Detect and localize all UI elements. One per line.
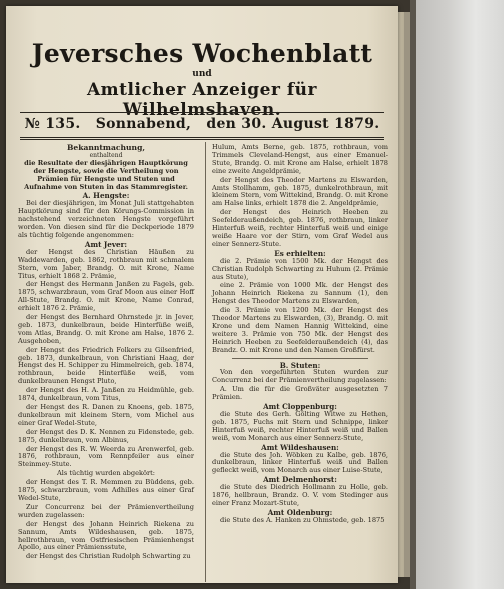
book-binding	[410, 0, 504, 589]
paragraph: der Hengst des Theodor Martens zu Elswarden, Amts Stollhamm, geb. 1875, dunkelrothbraun, mit kleinem Stern, vom Wittekind, Brandg. O. mit Krone am Halse links, erhielt 1878 die 2. Angeldprämie,	[212, 175, 388, 208]
masthead	[6, 40, 398, 120]
right-column	[212, 144, 388, 526]
paragraph: der Hengst des R. W. Weerda zu Arenwerfel, geb. 1876, rothbraun, vom Rennpfeiler aus einer Steinmey-Stute.	[18, 444, 194, 469]
issue-line	[6, 116, 398, 132]
paragraph: der Hengst des T. R. Memmen zu Büddens, geb. 1875, schwarzbraun, vom Adhilles aus einer Graf Wedel-Stute,	[18, 478, 194, 502]
district-jever: Amt Jever:	[84, 239, 128, 249]
paragraph: die Stute des Gerh. Gölting Witwe zu Hethen, geb. 1875, Fuchs mit Stern und Schnippe, linker Hinterfuß weiß, rechter Hinterfuß weiß und Ballen weiß, vom Monarch aus einer Sennerz-Stute,	[212, 410, 388, 442]
newspaper-title: Jeversches Wochenblatt	[31, 39, 373, 68]
page-stack-edge	[398, 12, 404, 577]
announcement-heading: Bekanntmachung,	[66, 143, 146, 152]
binding-gutter	[410, 0, 416, 589]
paragraph: Zur Concurrenz bei der Prämienvertheilung wurden zugelassen:	[18, 502, 194, 519]
page-stack-edge	[404, 12, 410, 577]
paragraph: die Stute des Joh. Wöbken zu Kalbe, geb. 1876, dunkelbraun, linker Hinterfuß weiß und Ballen gefleckt weiß, vom Monarch aus einer Luise-Stute,	[212, 450, 388, 475]
masthead-rule-top	[20, 112, 384, 113]
paragraph: der Hengst des Friedrich Folkers zu Gilsenfried, geb. 1873, dunkelbraun, von Christiani Haag, der Hengst des H. Schipper zu Himmelreich, geb. 1874, rothbraun, beide Hinterfüße weiß, vom dunkelbraunen Hengst Pluto,	[18, 345, 194, 386]
district-cloppenburg: Amt Cloppenburg:	[263, 402, 337, 412]
paragraph: die Stute des Diedrich Hollmann zu Holle, geb. 1876, hellbraun, Brandz. O. V. vom Stedinger aus einer Franz Mozart-Stute,	[212, 483, 388, 507]
paragraph: Als tüchtig wurden abgekört:	[56, 469, 156, 478]
paragraph: die 3. Prämie von 1200 Mk. der Hengst des Theodor Martens zu Elswarden, (3), Brandg. O. mit Krone und dem Namen Hannig Wittekind, eine weitere 3. Prämie von 750 Mk. der Hengst des Heinrich Heeben zu Seefelderaußendeich (4), das Brandz. O. mit Krone und den Namen Großfürst.	[212, 306, 388, 354]
paragraph: der Hengst des Hermann Janßen zu Fagels, geb. 1875, schwarzbraun, vom Graf Moon aus einer Hoff All-Stute, Brandg. O. mit Krone, Name Conrad, erhielt 1876 2. Prämie,	[18, 280, 194, 313]
paragraph: Hulum, Amts Berne, geb. 1875, rothbraun, vom Trimmels Cleveland-Hengst, aus einer Emanuel-Stute, Brandg. O. mit Krone am Halse, erhielt 1878 eine zweite Angeldprämie,	[212, 143, 388, 175]
section-hengste: A. Hengste:	[82, 191, 130, 201]
announcement-subheading: enthaltend	[89, 151, 123, 159]
issue-weekday: Sonnabend,	[95, 116, 192, 132]
issue-date: den 30. August 1879.	[206, 116, 380, 132]
paragraph: der Hengst des D. K. Nennen zu Fidenstede, geb. 1875, dunkelbraun, vom Albinus,	[18, 427, 194, 444]
paragraph: der Hengst des H. A. Janßen zu Heidmühle, geb. 1874, dunkelbraun, vom Titus,	[18, 386, 194, 403]
paragraph: A. Um die für die Großväter ausgesetzten 7 Prämien.	[212, 385, 388, 402]
paragraph: der Hengst des R. Danen zu Knoens, geb. 1875, dunkelbraun mit kleinem Stern, vom Michel aus einer Graf Wedel-Stute,	[18, 403, 194, 427]
district-wildeshausen: Amt Wildeshausen:	[261, 442, 339, 452]
section-stuten: B. Stuten:	[279, 360, 321, 370]
paragraph: der Hengst des Bernhard Ohrnstede jr. in Jever, geb. 1873, dunkelbraun, beide Hinterfüße weiß, vom Atlas, Brandg. O. mit Krone am Halse, 1876 2. Ausgehoben,	[18, 313, 194, 345]
masthead-rule-double	[20, 139, 384, 140]
paragraph: der Hengst des Johann Heinrich Riekena zu Sannum, Amts Wildeshausen, geb. 1875, hellrothbraun, vom Ostfriesischen Prämienhengst Apollo, aus einer Prämiensstute,	[18, 519, 194, 552]
left-column	[18, 144, 194, 562]
masthead-rule-bottom	[20, 137, 384, 138]
subheading: Es erhielten:	[274, 248, 326, 258]
paragraph: die Stute des A. Hanken zu Ohmstede, geb. 1875	[220, 515, 385, 524]
paragraph: der Hengst des Christian Rudolph Schwarting zu	[26, 552, 191, 561]
issue-number: № 135.	[24, 116, 81, 132]
paragraph: der Hengst des Christian Häußen zu Waddewarden, geb. 1862, rothbraun mit schmalem Stern, vom Jaber, Brandg. O. mit Krone, Name Titus, erhielt 1868 2. Prämie,	[18, 247, 194, 280]
paragraph: Von den vorgeführten Stuten wurden zur Concurrenz bei der Prämienvertheilung zugelassen:	[212, 368, 388, 385]
newspaper-subtitle: Amtlicher Anzeiger für Wilhelmshaven.	[86, 80, 318, 120]
paragraph: Bei der diesjährigen, im Monat Juli stattgehabten Hauptkörung sind für den Körungs-Commission in nachstehend verzeichneten Hengste vorgeführt worden. Von diesen sind für die Deckperiode 1879 als tüchtig folgende angenommen:	[18, 199, 194, 239]
announcement-intro: die Resultate der diesjährigen Hauptkörung der Hengste, sowie die Vertheilung von Prämien für Hengste und Stuten und Aufnahme von Stuten in das Stammregister.	[24, 158, 188, 191]
paragraph: eine 2. Prämie von 1000 Mk. der Hengst des Johann Heinrich Riekena zu Sannum (1), den Hengst des Theodor Martens zu Elswarden,	[212, 281, 388, 306]
district-oldenburg: Amt Oldenburg:	[267, 507, 333, 517]
paragraph: die 2. Prämie von 1500 Mk. der Hengst des Christian Rudolph Schwarting zu Huhum (2. Prämie aus Stute),	[212, 256, 388, 281]
district-delmenhorst: Amt Delmenhorst:	[263, 475, 337, 485]
section-separator	[232, 358, 368, 359]
paragraph: der Hengst des Heinrich Heeben zu Seefelderaußendeich, geb. 1876, rothbraun, linker Hinterfuß weiß, rechter Hinterfuß weiß und einige weiße Haare vor der Stirn, vom Graf Wedel aus einer Sennerz-Stute.	[212, 208, 388, 248]
masthead-und: und	[192, 69, 212, 79]
column-divider	[205, 142, 206, 582]
newspaper-page	[6, 6, 398, 583]
